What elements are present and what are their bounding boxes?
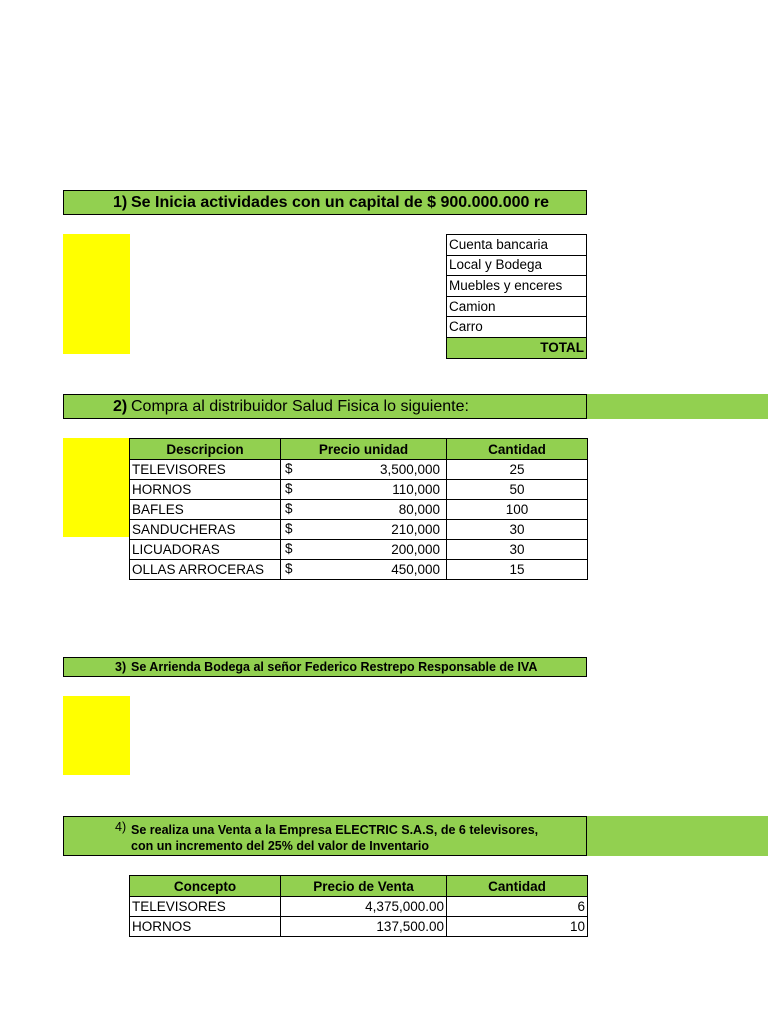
purchase-price — [281, 500, 447, 520]
sales-price: 137,500.00 — [281, 917, 447, 937]
currency-symbol: $ — [285, 461, 293, 476]
purchase-header-price: Precio unidad — [281, 439, 447, 460]
currency-symbol: $ — [285, 521, 293, 536]
purchase-qty: 25 — [447, 460, 588, 480]
yellow-cell-block-3 — [63, 696, 130, 775]
purchase-qty: 30 — [447, 540, 588, 560]
table-row — [130, 540, 588, 560]
purchase-desc: OLLAS ARROCERAS — [130, 560, 281, 580]
account-cell: Camion — [447, 296, 587, 317]
table-row — [130, 500, 588, 520]
section-4-banner-extension — [587, 816, 768, 856]
currency-symbol: $ — [285, 501, 293, 516]
purchase-desc: SANDUCHERAS — [130, 520, 281, 540]
table-row — [130, 480, 588, 500]
price-value: 450,000 — [391, 561, 440, 577]
purchase-price — [281, 520, 447, 540]
table-row — [130, 460, 588, 480]
purchase-price — [281, 540, 447, 560]
price-value: 80,000 — [398, 501, 440, 517]
section-3-text: Se Arrienda Bodega al señor Federico Restrepo Responsable de IVA — [131, 660, 538, 674]
purchase-price — [281, 480, 447, 500]
currency-symbol: $ — [285, 481, 293, 496]
accounts-list — [446, 234, 587, 359]
purchase-qty: 15 — [447, 560, 588, 580]
account-cell: Muebles y enceres — [447, 276, 587, 297]
purchase-price — [281, 560, 447, 580]
table-row — [130, 897, 588, 917]
sales-concept: TELEVISORES — [130, 897, 281, 917]
sales-qty: 6 — [447, 897, 588, 917]
yellow-cell-block-2 — [63, 438, 130, 537]
account-cell: Local y Bodega — [447, 255, 587, 276]
section-4-number: 4) — [115, 820, 127, 834]
section-3-banner — [63, 657, 587, 677]
sales-table — [129, 875, 588, 937]
section-2-text: Compra al distribuidor Salud Fisica lo siguiente: — [131, 398, 469, 415]
section-3-number: 3) — [115, 660, 127, 674]
purchase-desc: TELEVISORES — [130, 460, 281, 480]
table-row — [130, 560, 588, 580]
total-label: TOTAL — [447, 337, 587, 358]
price-value: 3,500,000 — [379, 461, 440, 477]
sales-concept: HORNOS — [130, 917, 281, 937]
purchase-desc: HORNOS — [130, 480, 281, 500]
price-value: 110,000 — [392, 481, 440, 497]
sales-header-concept: Concepto — [130, 876, 281, 897]
section-4-banner — [63, 816, 587, 856]
section-1-number: 1) — [113, 194, 128, 211]
purchase-qty: 50 — [447, 480, 588, 500]
purchase-header-desc: Descripcion — [130, 439, 281, 460]
purchase-desc: LICUADORAS — [130, 540, 281, 560]
section-4-line-1: Se realiza una Venta a la Empresa ELECTRIC S.A.S, de 6 televisores, — [131, 823, 539, 837]
currency-symbol: $ — [285, 561, 293, 576]
purchase-header-qty: Cantidad — [447, 439, 588, 460]
sales-price: 4,375,000.00 — [281, 897, 447, 917]
table-row — [130, 520, 588, 540]
table-row — [130, 917, 588, 937]
price-value: 210,000 — [391, 521, 440, 537]
purchase-price — [281, 460, 447, 480]
sales-header-qty: Cantidad — [447, 876, 588, 897]
account-cell: Cuenta bancaria — [447, 235, 587, 256]
purchase-table — [129, 438, 588, 580]
purchase-qty: 30 — [447, 520, 588, 540]
section-4-line-2: con un incremento del 25% del valor de Inventario — [131, 839, 429, 853]
yellow-cell-block-1 — [63, 234, 130, 354]
price-value: 200,000 — [391, 541, 440, 557]
section-1-text: Se Inicia actividades con un capital de $ 900.000.000 re — [131, 194, 549, 211]
section-1-banner — [63, 190, 587, 215]
sales-header-price: Precio de Venta — [281, 876, 447, 897]
account-cell: Carro — [447, 317, 587, 338]
sales-qty: 10 — [447, 917, 588, 937]
currency-symbol: $ — [285, 541, 293, 556]
purchase-qty: 100 — [447, 500, 588, 520]
section-2-banner-extension — [587, 394, 768, 419]
purchase-desc: BAFLES — [130, 500, 281, 520]
section-2-number: 2) — [113, 398, 128, 415]
section-2-banner — [63, 394, 587, 419]
